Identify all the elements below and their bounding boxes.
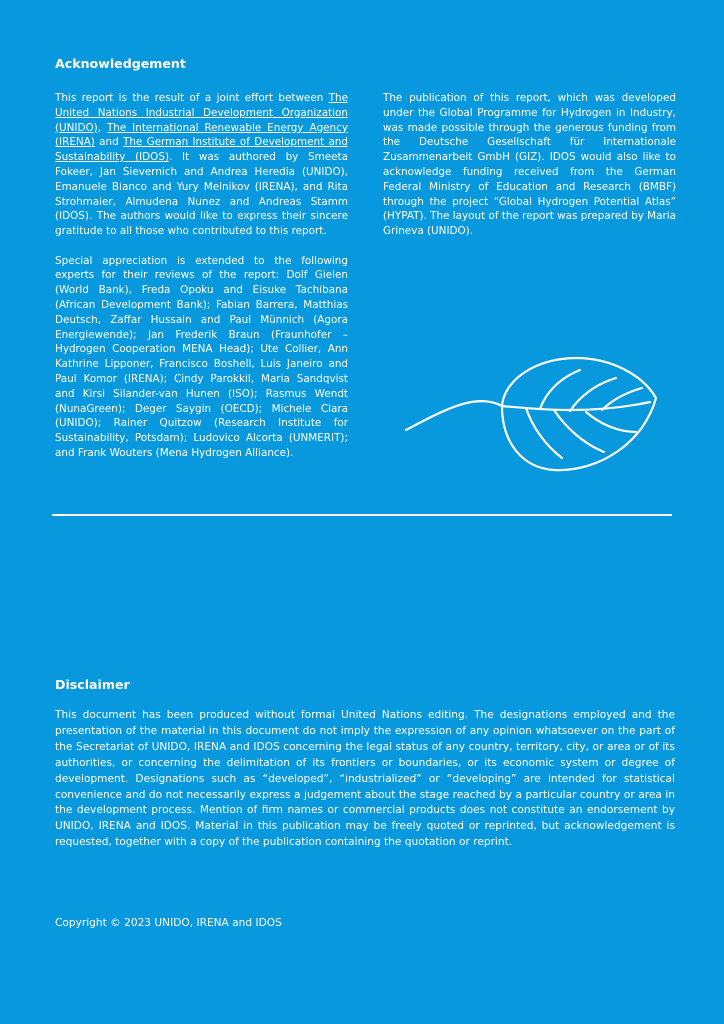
idos-link[interactable]: The German Institute of Development and Sustainability (IDOS) bbox=[55, 136, 348, 164]
disclaimer-heading: Disclaimer bbox=[55, 677, 130, 692]
irena-link[interactable]: The International Renewable Energy Agency (IRENA) bbox=[55, 121, 349, 149]
section-divider bbox=[52, 514, 672, 516]
conjunction: and bbox=[94, 136, 123, 149]
paragraph-rest: . It was authored by Smeeta Fokeer, Jan Sievernich and Andrea Heredia (UNIDO), Emanuele Bianco and Yury Melnikov (IRENA), and Rita Strohmaier, Almudena Nunez and Andreas Stamm (IDOS). The authors would like to express their sincere gratitude to all those who contributed to this report. bbox=[55, 151, 348, 238]
acknowledgement-right-column bbox=[383, 91, 676, 254]
acknowledgement-heading: Acknowledgement bbox=[55, 56, 186, 71]
disclaimer-text: This document has been produced without formal United Nations editing. The designations employed and the presentation of the material in this document do not imply the expression of any opinion whatsoever on the part of the Secretariat of UNIDO, IRENA and IDOS concerning the legal status of any country, territory, city, or area or of its authorities, or concerning the delimitation of its frontiers or boundaries, or its economic system or degree of development. Designations such as “developed”, “industrialized” or “developing” are intended for statistical convenience and do not necessarily express a judgement about the stage reached by a particular country or area in the development process. Mention of firm names or commercial products does not constitute an endorsement by UNIDO, IRENA and IDOS. Material in this publication may be freely quoted or reprinted, but acknowledgement is requested, together with a copy of the publication containing the quotation or reprint. bbox=[55, 709, 675, 849]
acknowledgement-left-column bbox=[55, 91, 348, 475]
unido-link[interactable]: The United Nations Industrial Development Organization (UNIDO) bbox=[55, 92, 348, 134]
leaf-icon bbox=[404, 352, 659, 477]
acknowledgement-paragraph-3: The publication of this report, which was developed under the Global Programme for Hydrogen in Industry, was made possible through the generous funding from the Deutsche Gesellschaft für Internationale Zusammenarbeit GmbH (GIZ). IDOS would also like to acknowledge funding received from the German Federal Ministry of Education and Research (BMBF) through the project “Global Hydrogen Potential Atlas” (HYPAT). The layout of the report was prepared by Maria Grineva (UNIDO). bbox=[383, 92, 677, 238]
acknowledgement-paragraph-1 bbox=[55, 91, 348, 239]
paragraph-intro: This report is the result of a joint effort between bbox=[55, 92, 329, 104]
acknowledgement-paragraph-2: Special appreciation is extended to the following experts for their reviews of the report: Dolf Gielen (World Bank), Freda Opoku and Eisuke Tachibana (African Development Bank); Fabian Barrera, Matthias Deutsch, Zaffar Hussain and Paul Münnich (Agora Energiewende); Jan Frederik Braun (Fraunhofer – Hydrogen Cooperation MENA Head); Ute Collier, Ann Kathrine Lipponer, Francisco Boshell, Luis Janeiro and Paul Komor (IRENA); Cindy Parokkil, Maria Sandqvist and Kirsi Silander-van Hunen (ISO); Rasmus Wendt (NunaGreen); Deger Saygin (OECD); Michele Clara (UNIDO); Rainer Quitzow (Research Institute for Sustainability, Potsdam); Ludovico Alcorta (UNMERIT); and Frank Wouters (Mena Hydrogen Alliance). bbox=[55, 254, 348, 459]
copyright-notice: Copyright © 2023 UNIDO, IRENA and IDOS bbox=[55, 917, 282, 929]
separator: , bbox=[97, 121, 107, 134]
